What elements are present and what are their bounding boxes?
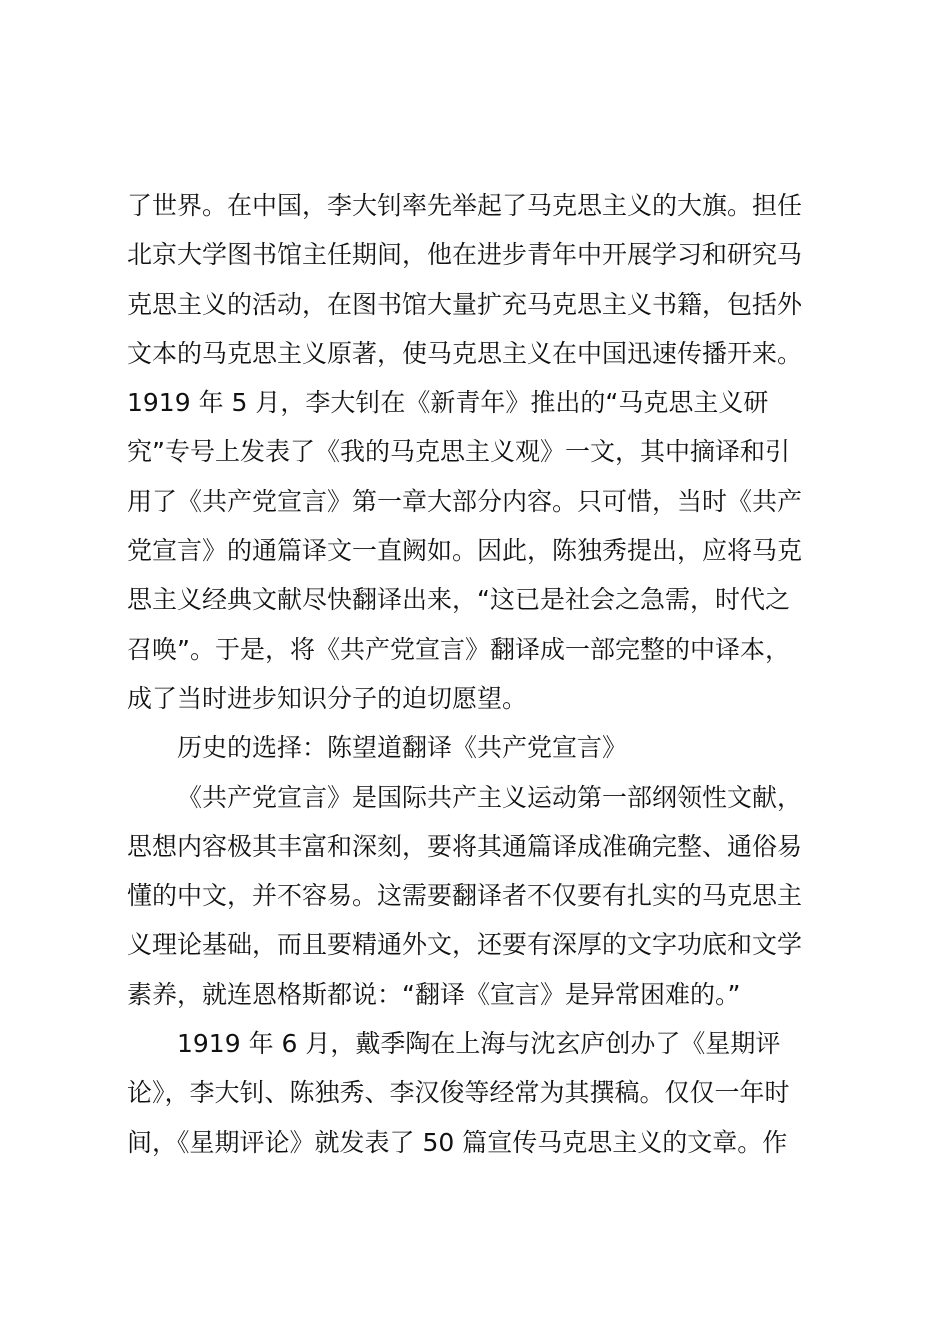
body-text bbox=[127, 181, 847, 1167]
text-line: 召唤”。于是，将《共产党宣言》翻译成一部完整的中译本， bbox=[127, 634, 790, 664]
text-line: 1919 年 6 月，戴季陶在上海与沈玄庐创办了《星期评 bbox=[177, 1029, 781, 1059]
text-line: 思想内容极其丰富和深刻，要将其通篇译成准确完整、通俗易 bbox=[127, 831, 803, 861]
text-line: 论》，李大钊、陈独秀、李汉俊等经常为其撰稿。仅仅一年时 bbox=[127, 1078, 790, 1108]
text-line: 素养，就连恩格斯都说：“翻译《宣言》是异常困难的。” bbox=[127, 979, 741, 1009]
text-line: 思主义经典文献尽快翻译出来，“这已是社会之急需，时代之 bbox=[127, 585, 790, 615]
text-line: 北京大学图书馆主任期间，他在进步青年中开展学习和研究马 bbox=[127, 240, 803, 270]
text-line: 党宣言》的通篇译文一直阙如。因此，陈独秀提出，应将马克 bbox=[127, 536, 803, 566]
text-line: 究”专号上发表了《我的马克思主义观》一文，其中摘译和引 bbox=[127, 437, 790, 467]
text-line: 用了《共产党宣言》第一章大部分内容。只可惜，当时《共产 bbox=[127, 486, 803, 516]
text-line: 克思主义的活动，在图书馆大量扩充马克思主义书籍，包括外 bbox=[127, 289, 803, 319]
text-line: 《共产党宣言》是国际共产主义运动第一部纲领性文献， bbox=[177, 782, 803, 812]
text-line: 文本的马克思主义原著，使马克思主义在中国迅速传播开来。 bbox=[127, 338, 803, 368]
text-line: 义理论基础，而且要精通外文，还要有深厚的文字功底和文学 bbox=[127, 930, 803, 960]
text-line: 了世界。在中国，李大钊率先举起了马克思主义的大旗。担任 bbox=[127, 191, 803, 220]
section-heading: 历史的选择：陈望道翻译《共产党宣言》 bbox=[177, 733, 628, 763]
text-line: 间，《星期评论》就发表了 50 篇宣传马克思主义的文章。作 bbox=[127, 1127, 788, 1157]
text-line: 懂的中文，并不容易。这需要翻译者不仅要有扎实的马克思主 bbox=[127, 881, 803, 911]
text-line: 成了当时进步知识分子的迫切愿望。 bbox=[127, 683, 528, 713]
text-line: 1919 年 5 月，李大钊在《新青年》推出的“马克思主义研 bbox=[127, 388, 769, 418]
